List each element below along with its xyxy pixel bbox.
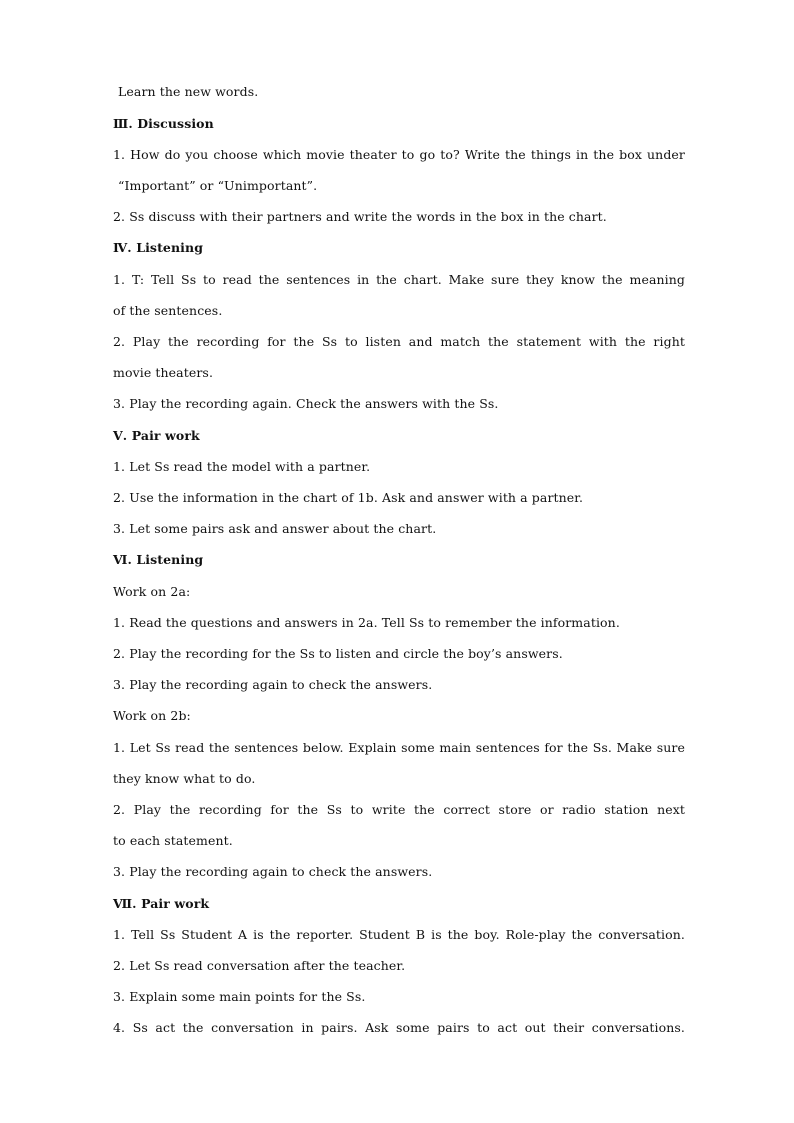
text-line: 1. How do you choose which movie theater to go to? Write the things in the box under bbox=[113, 147, 685, 162]
section-heading-listening: Ⅳ. Listening bbox=[113, 240, 204, 255]
text-line: “Important” or “Unimportant”. bbox=[118, 178, 318, 193]
text-line: 2. Let Ss read conversation after the teacher. bbox=[113, 958, 406, 973]
text-line: 3. Play the recording again to check the answers. bbox=[113, 677, 433, 692]
text-line: 2. Use the information in the chart of 1b. Ask and answer with a partner. bbox=[113, 490, 584, 505]
text-line: 1. Tell Ss Student A is the reporter. Student B is the boy. Role-play the conversation. bbox=[113, 927, 685, 942]
text-line: movie theaters. bbox=[113, 365, 214, 380]
text-line: 2. Play the recording for the Ss to write the correct store or radio station next bbox=[113, 802, 685, 817]
section-heading-listening-2: Ⅵ. Listening bbox=[113, 552, 204, 567]
text-line: 3. Let some pairs ask and answer about the chart. bbox=[113, 521, 437, 536]
text-line: 1. Read the questions and answers in 2a. Tell Ss to remember the information. bbox=[113, 615, 620, 630]
section-heading-discussion: Ⅲ. Discussion bbox=[113, 116, 214, 131]
text-line: Work on 2a: bbox=[113, 584, 191, 599]
text-line: 3. Play the recording again. Check the answers with the Ss. bbox=[113, 396, 499, 411]
section-heading-pair-work: Ⅴ. Pair work bbox=[113, 428, 200, 443]
text-line: of the sentences. bbox=[113, 303, 223, 318]
text-line: 1. T: Tell Ss to read the sentences in the chart. Make sure they know the meaning bbox=[113, 272, 685, 287]
text-line: 1. Let Ss read the model with a partner. bbox=[113, 459, 371, 474]
section-heading-pair-work-2: Ⅶ. Pair work bbox=[113, 896, 210, 911]
text-line: 3. Explain some main points for the Ss. bbox=[113, 989, 366, 1004]
text-line: to each statement. bbox=[113, 833, 233, 848]
text-line: 2. Play the recording for the Ss to listen and circle the boy’s answers. bbox=[113, 646, 563, 661]
text-line: they know what to do. bbox=[113, 771, 256, 786]
text-line: 3. Play the recording again to check the answers. bbox=[113, 864, 433, 879]
text-line: 4. Ss act the conversation in pairs. Ask some pairs to act out their conversations. bbox=[113, 1020, 685, 1035]
text-line: 1. Let Ss read the sentences below. Explain some main sentences for the Ss. Make sure bbox=[113, 740, 685, 755]
text-line: 2. Play the recording for the Ss to listen and match the statement with the right bbox=[113, 334, 685, 349]
text-line: Work on 2b: bbox=[113, 708, 191, 723]
text-line: 2. Ss discuss with their partners and write the words in the box in the chart. bbox=[113, 209, 607, 224]
text-line: Learn the new words. bbox=[118, 84, 259, 99]
